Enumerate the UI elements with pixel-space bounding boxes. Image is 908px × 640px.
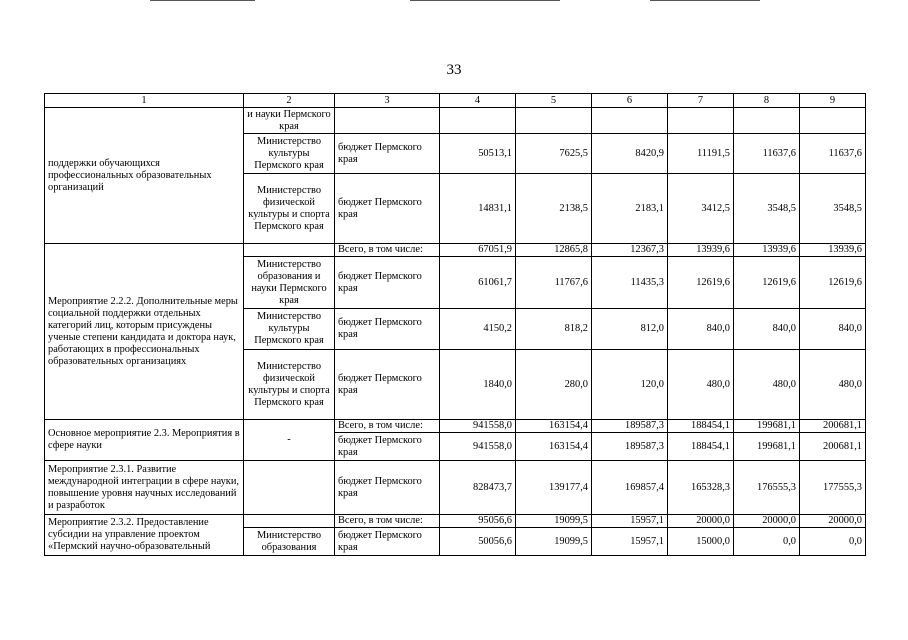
value-cell: 11767,6	[516, 257, 592, 309]
value-cell	[668, 108, 734, 134]
value-cell: 15957,1	[592, 528, 668, 556]
funding-source: бюджет Пермского края	[335, 257, 440, 309]
value-cell: 199681,1	[734, 420, 800, 433]
value-cell: 67051,9	[440, 244, 516, 257]
scan-edge-line	[150, 0, 255, 1]
value-cell	[440, 108, 516, 134]
value-cell: 189587,3	[592, 420, 668, 433]
scan-edge-line	[410, 0, 560, 1]
column-header: 6	[592, 94, 668, 108]
value-cell: 840,0	[800, 309, 866, 350]
responsible-org: и науки Пермского края	[244, 108, 335, 134]
value-cell: 840,0	[734, 309, 800, 350]
column-number-row	[45, 94, 866, 108]
responsible-org	[244, 244, 335, 257]
value-cell: 20000,0	[734, 515, 800, 528]
value-cell: 20000,0	[800, 515, 866, 528]
activity-description: Мероприятие 2.3.2. Предоставление субсидии на управление проектом «Пермский научно-образовательный	[45, 515, 244, 556]
funding-source: бюджет Пермского края	[335, 433, 440, 461]
value-cell: 480,0	[734, 350, 800, 420]
responsible-org: Министерство образования	[244, 528, 335, 556]
value-cell: 12619,6	[668, 257, 734, 309]
column-header: 4	[440, 94, 516, 108]
value-cell: 14831,1	[440, 174, 516, 244]
table-row	[45, 244, 866, 257]
value-cell: 11191,5	[668, 134, 734, 174]
responsible-org: Министерство культуры Пермского края	[244, 134, 335, 174]
value-cell: 480,0	[800, 350, 866, 420]
value-cell: 20000,0	[668, 515, 734, 528]
value-cell	[800, 108, 866, 134]
value-cell: 3548,5	[800, 174, 866, 244]
activity-description: Мероприятие 2.3.1. Развитие международной интеграции в сфере науки, повышение уровня научных исследований и разработок	[45, 461, 244, 515]
activity-description: Мероприятие 2.2.2. Дополнительные меры социальной поддержки отдельных категорий лиц, которым присуждены ученые степени кандидата и доктора наук, работающих в профессиональных образовательных организациях	[45, 244, 244, 420]
table-row	[45, 420, 866, 433]
funding-source: Всего, в том числе:	[335, 420, 440, 433]
column-header: 2	[244, 94, 335, 108]
value-cell: 50513,1	[440, 134, 516, 174]
value-cell: 2183,1	[592, 174, 668, 244]
value-cell: 139177,4	[516, 461, 592, 515]
value-cell: 188454,1	[668, 420, 734, 433]
value-cell	[734, 108, 800, 134]
value-cell: 12865,8	[516, 244, 592, 257]
value-cell	[592, 108, 668, 134]
responsible-org: -	[244, 420, 335, 461]
value-cell: 2138,5	[516, 174, 592, 244]
value-cell: 8420,9	[592, 134, 668, 174]
value-cell: 13939,6	[734, 244, 800, 257]
value-cell: 176555,3	[734, 461, 800, 515]
value-cell: 4150,2	[440, 309, 516, 350]
value-cell: 163154,4	[516, 433, 592, 461]
value-cell: 188454,1	[668, 433, 734, 461]
table-row	[45, 461, 866, 515]
responsible-org: Министерство физической культуры и спорта Пермского края	[244, 350, 335, 420]
value-cell: 11637,6	[800, 134, 866, 174]
scan-edge-line	[650, 0, 760, 1]
table-row	[45, 515, 866, 528]
value-cell: 7625,5	[516, 134, 592, 174]
value-cell: 15000,0	[668, 528, 734, 556]
value-cell: 200681,1	[800, 433, 866, 461]
value-cell: 3412,5	[668, 174, 734, 244]
value-cell: 0,0	[800, 528, 866, 556]
value-cell: 818,2	[516, 309, 592, 350]
value-cell: 50056,6	[440, 528, 516, 556]
column-header: 7	[668, 94, 734, 108]
value-cell: 812,0	[592, 309, 668, 350]
value-cell	[516, 108, 592, 134]
responsible-org	[244, 461, 335, 515]
column-header: 1	[45, 94, 244, 108]
responsible-org: Министерство физической культуры и спорта Пермского края	[244, 174, 335, 244]
value-cell: 11435,3	[592, 257, 668, 309]
value-cell: 200681,1	[800, 420, 866, 433]
value-cell: 15957,1	[592, 515, 668, 528]
value-cell: 280,0	[516, 350, 592, 420]
table-row	[45, 108, 866, 134]
value-cell: 163154,4	[516, 420, 592, 433]
responsible-org: Министерство образования и науки Пермского края	[244, 257, 335, 309]
value-cell: 941558,0	[440, 433, 516, 461]
value-cell: 941558,0	[440, 420, 516, 433]
value-cell: 177555,3	[800, 461, 866, 515]
funding-source: бюджет Пермского края	[335, 309, 440, 350]
column-header: 9	[800, 94, 866, 108]
page-number: 33	[446, 62, 462, 78]
column-header: 5	[516, 94, 592, 108]
funding-source: бюджет Пермского края	[335, 461, 440, 515]
value-cell: 165328,3	[668, 461, 734, 515]
value-cell: 828473,7	[440, 461, 516, 515]
funding-source: Всего, в том числе:	[335, 244, 440, 257]
value-cell: 13939,6	[668, 244, 734, 257]
budget-table	[44, 93, 866, 556]
value-cell: 95056,6	[440, 515, 516, 528]
value-cell: 61061,7	[440, 257, 516, 309]
value-cell: 0,0	[734, 528, 800, 556]
responsible-org	[244, 515, 335, 528]
value-cell: 169857,4	[592, 461, 668, 515]
value-cell: 13939,6	[800, 244, 866, 257]
value-cell: 3548,5	[734, 174, 800, 244]
funding-source: Всего, в том числе:	[335, 515, 440, 528]
value-cell: 11637,6	[734, 134, 800, 174]
funding-source: бюджет Пермского края	[335, 528, 440, 556]
activity-description: Основное мероприятие 2.3. Мероприятия в сфере науки	[45, 420, 244, 461]
value-cell: 199681,1	[734, 433, 800, 461]
value-cell: 12619,6	[734, 257, 800, 309]
column-header: 8	[734, 94, 800, 108]
value-cell: 480,0	[668, 350, 734, 420]
funding-source: бюджет Пермского края	[335, 134, 440, 174]
value-cell: 840,0	[668, 309, 734, 350]
value-cell: 12619,6	[800, 257, 866, 309]
value-cell: 1840,0	[440, 350, 516, 420]
value-cell: 12367,3	[592, 244, 668, 257]
value-cell: 19099,5	[516, 515, 592, 528]
funding-source: бюджет Пермского края	[335, 174, 440, 244]
value-cell: 120,0	[592, 350, 668, 420]
responsible-org: Министерство культуры Пермского края	[244, 309, 335, 350]
value-cell: 189587,3	[592, 433, 668, 461]
funding-source: бюджет Пермского края	[335, 350, 440, 420]
column-header: 3	[335, 94, 440, 108]
activity-description: поддержки обучающихся профессиональных образовательных организаций	[45, 108, 244, 244]
funding-source	[335, 108, 440, 134]
value-cell: 19099,5	[516, 528, 592, 556]
